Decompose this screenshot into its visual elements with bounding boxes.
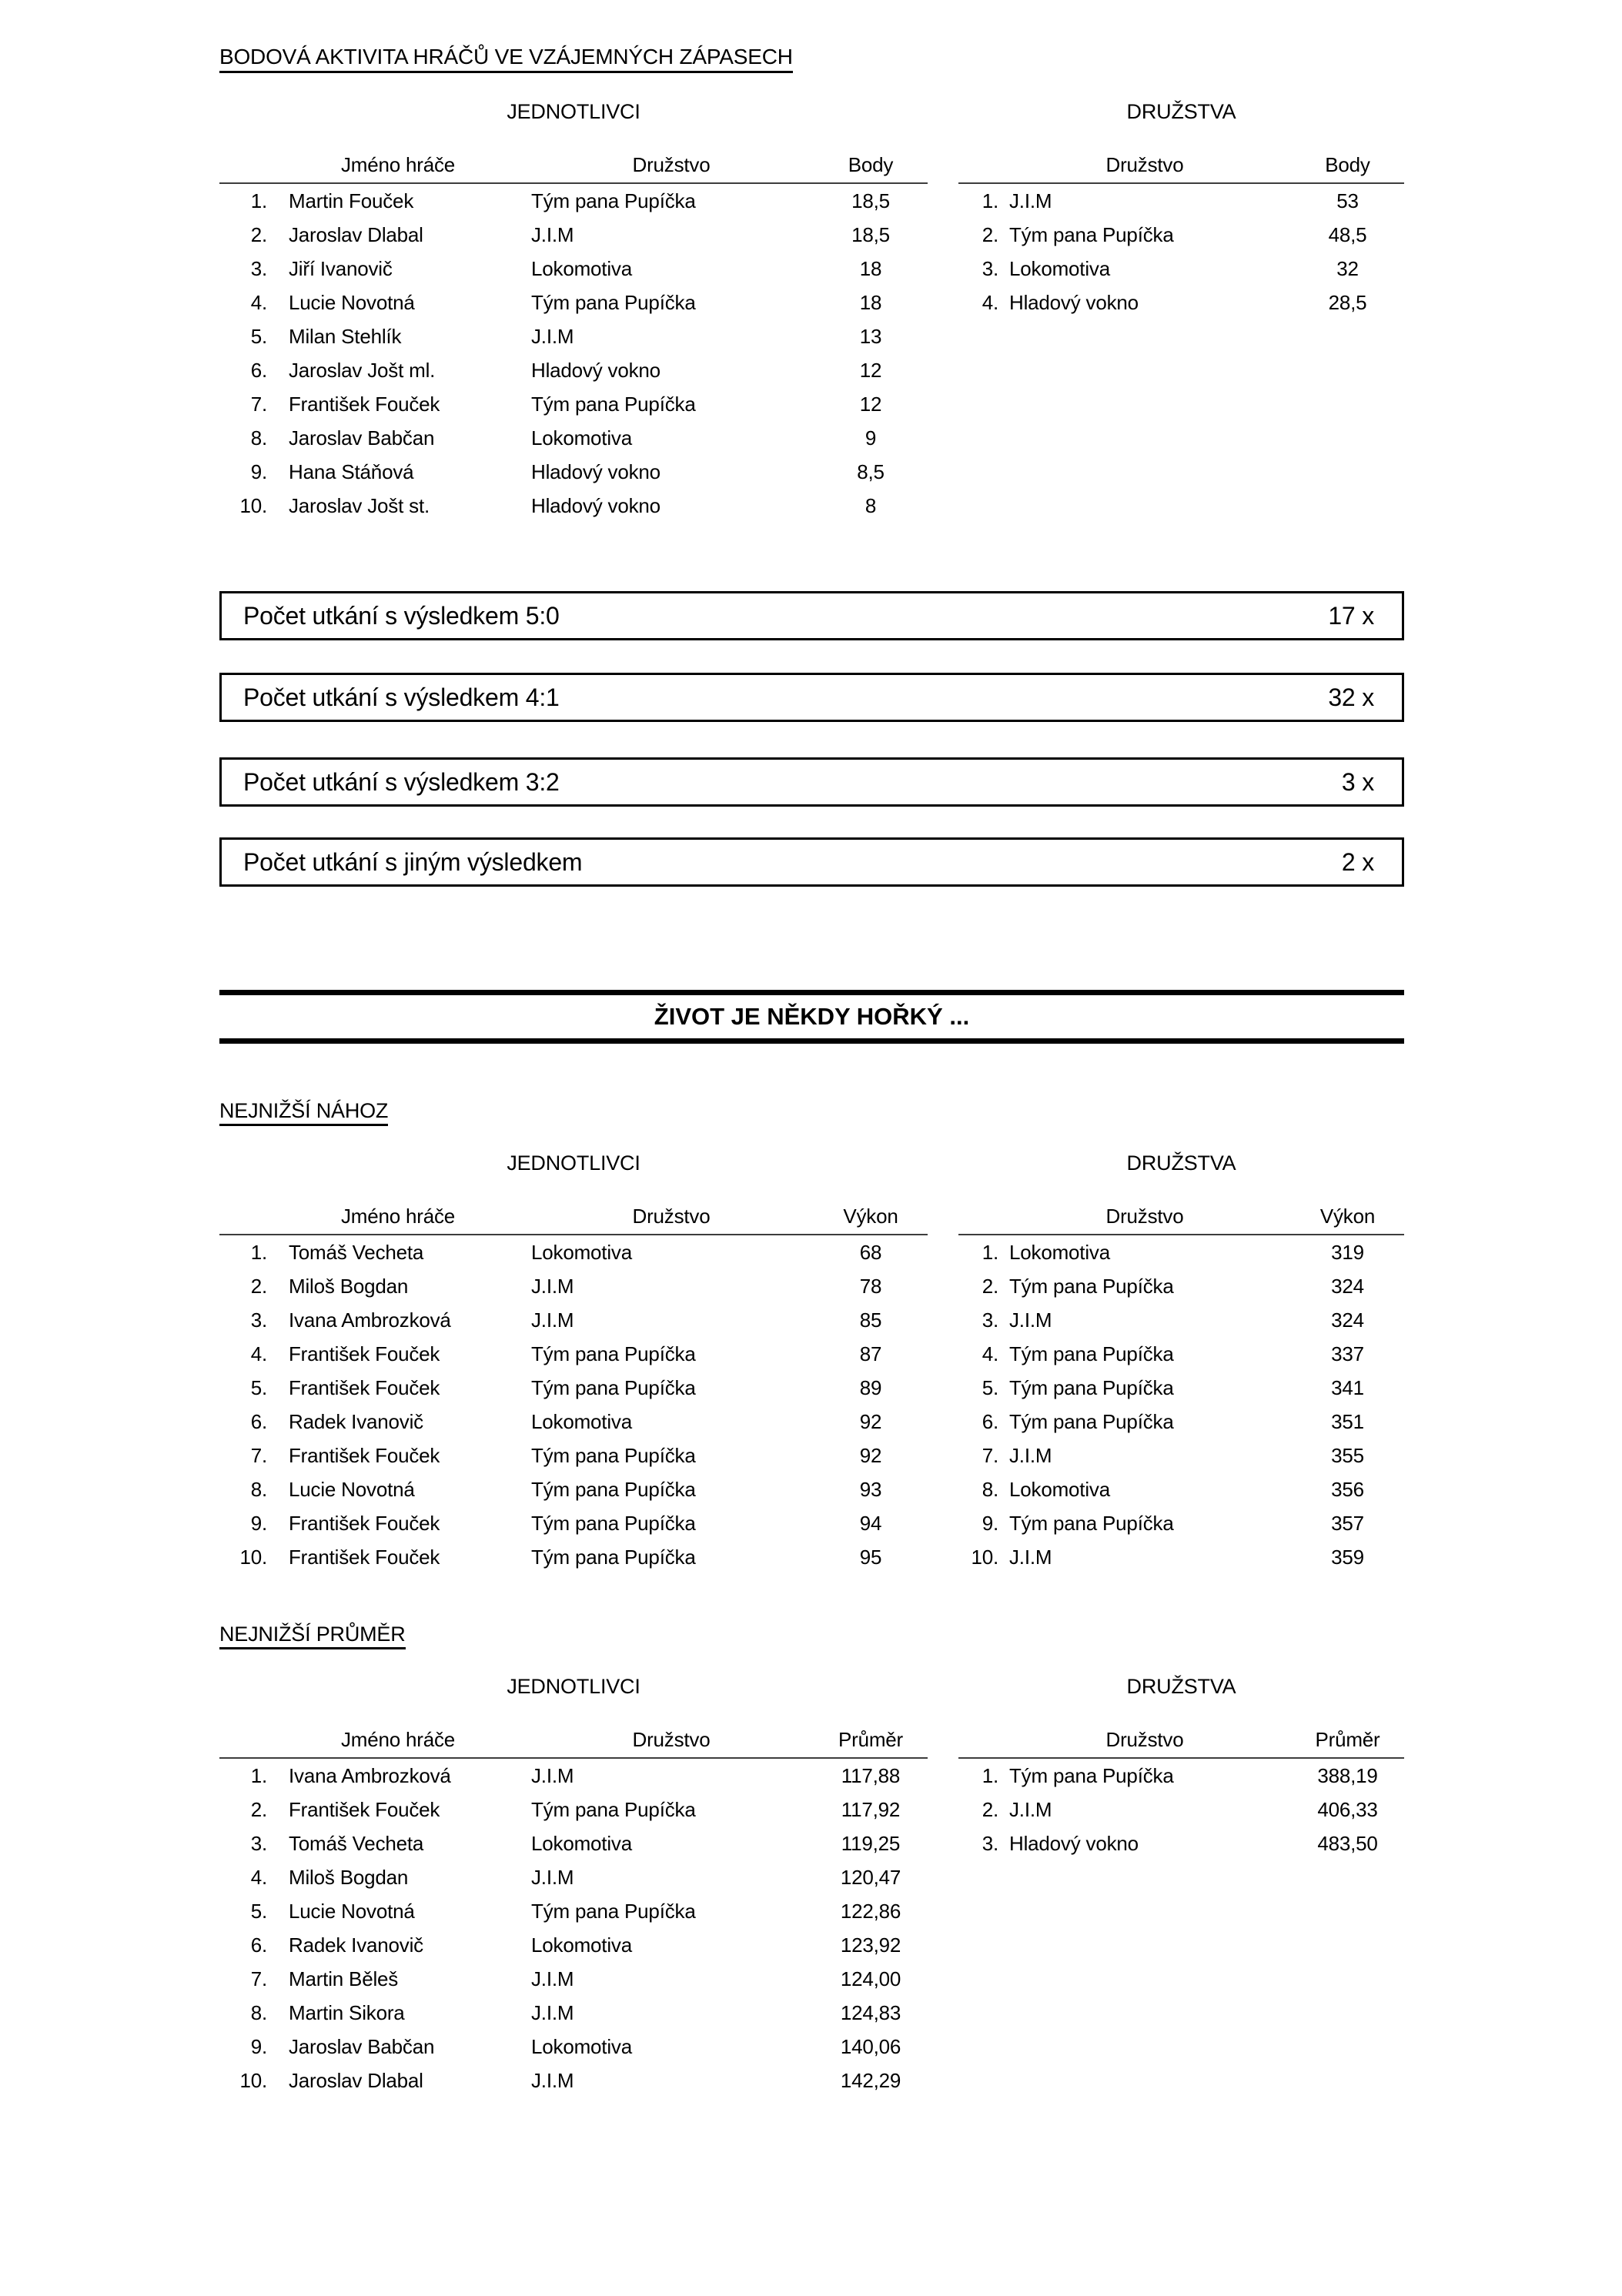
- team-name: J.I.M: [1009, 1443, 1052, 1467]
- row-rank: 4.: [250, 1342, 267, 1365]
- row-rank: 9.: [250, 2034, 267, 2058]
- table-row: [219, 1439, 928, 1472]
- row-value: 119,25: [841, 1831, 901, 1855]
- team-name: Tým pana Pupíčka: [531, 1797, 696, 1821]
- table-row: [958, 1793, 1404, 1826]
- table-row: [958, 1269, 1404, 1303]
- player-name: Jaroslav Babčan: [289, 426, 435, 450]
- player-name: Jaroslav Dlabal: [289, 2068, 423, 2092]
- row-rank: 6.: [982, 1409, 998, 1433]
- table-row: [219, 1269, 928, 1303]
- row-rank: 3.: [250, 1831, 267, 1855]
- row-value: 356: [1331, 1477, 1364, 1501]
- average-teams-table: [958, 1675, 1404, 1860]
- row-rank: 3.: [982, 1831, 998, 1855]
- team-name: J.I.M: [531, 1865, 574, 1889]
- team-name: Lokomotiva: [1009, 1240, 1110, 1264]
- table-row: [219, 183, 928, 218]
- summary-value: 3 x: [1341, 767, 1374, 796]
- row-value: 68: [859, 1240, 882, 1264]
- row-rank: 10.: [971, 1545, 998, 1569]
- col-rank-spacer: [219, 1198, 267, 1235]
- throw-teams-table: [958, 1151, 1404, 1574]
- col-team: Družstvo: [529, 146, 814, 183]
- team-name: Hladový vokno: [531, 493, 661, 517]
- team-name: Tým pana Pupíčka: [531, 1443, 696, 1467]
- row-rank: 3.: [250, 1308, 267, 1332]
- col-rank-spacer: [958, 1198, 998, 1235]
- row-value: 351: [1331, 1409, 1364, 1433]
- individuals-heading: JEDNOTLIVCI: [507, 100, 640, 123]
- team-name: Lokomotiva: [1009, 1477, 1110, 1501]
- player-name: Radek Ivanovič: [289, 1409, 423, 1433]
- player-name: Tomáš Vecheta: [289, 1831, 424, 1855]
- row-value: 324: [1331, 1308, 1364, 1332]
- team-name: Tým pana Pupíčka: [1009, 1763, 1174, 1787]
- table-row: [219, 1793, 928, 1826]
- table-row: [219, 1826, 928, 1860]
- row-value: 18,5: [851, 222, 890, 246]
- table-row: [219, 421, 928, 455]
- table-row: [958, 1303, 1404, 1337]
- col-team: Družstvo: [529, 1198, 814, 1235]
- team-name: Tým pana Pupíčka: [1009, 1375, 1174, 1399]
- row-value: 117,88: [841, 1763, 901, 1787]
- team-name: J.I.M: [1009, 1797, 1052, 1821]
- team-name: J.I.M: [531, 2068, 574, 2092]
- summary-row: [219, 837, 1404, 887]
- table-row: [219, 1303, 928, 1337]
- row-value: 355: [1331, 1443, 1364, 1467]
- table-row: [958, 1235, 1404, 1269]
- team-name: Hladový vokno: [531, 460, 661, 483]
- row-value: 13: [859, 324, 882, 348]
- table-header-row: [219, 146, 928, 183]
- table-header-row: [958, 1198, 1404, 1235]
- table-row: [958, 1506, 1404, 1540]
- player-name: František Fouček: [289, 1443, 440, 1467]
- player-name: Hana Stáňová: [289, 460, 414, 483]
- team-name: Tým pana Pupíčka: [1009, 1342, 1174, 1365]
- player-name: Lucie Novotná: [289, 1899, 415, 1923]
- row-value: 388,19: [1317, 1763, 1378, 1787]
- section-banner: [219, 990, 1404, 1044]
- table-header-row: [958, 146, 1404, 183]
- team-name: J.I.M: [531, 1274, 574, 1298]
- row-rank: 7.: [250, 392, 267, 416]
- row-rank: 9.: [250, 460, 267, 483]
- summary-label: Počet utkání s výsledkem 4:1: [243, 683, 560, 711]
- row-value: 85: [859, 1308, 882, 1332]
- row-value: 18,5: [851, 189, 890, 212]
- row-rank: 8.: [982, 1477, 998, 1501]
- individuals-heading: JEDNOTLIVCI: [507, 1675, 640, 1698]
- row-rank: 4.: [250, 1865, 267, 1889]
- table-row: [958, 1371, 1404, 1405]
- row-value: 92: [859, 1443, 882, 1467]
- table-row: [219, 1472, 928, 1506]
- page-title-text: BODOVÁ AKTIVITA HRÁČŮ VE VZÁJEMNÝCH ZÁPASECH: [219, 45, 793, 73]
- col-player: Jméno hráče: [267, 1721, 529, 1758]
- row-rank: 6.: [250, 358, 267, 382]
- row-value: 142,29: [840, 2068, 901, 2092]
- row-rank: 9.: [250, 1511, 267, 1535]
- team-name: Tým pana Pupíčka: [531, 1899, 696, 1923]
- player-name: Radek Ivanovič: [289, 1933, 423, 1957]
- row-rank: 2.: [250, 1797, 267, 1821]
- row-rank: 10.: [239, 493, 267, 517]
- table-row: [219, 387, 928, 421]
- team-name: Tým pana Pupíčka: [531, 1545, 696, 1569]
- row-rank: 8.: [250, 426, 267, 450]
- col-value: Výkon: [814, 1198, 928, 1235]
- banner-text: ŽIVOT JE NĚKDY HOŘKÝ ...: [654, 1003, 970, 1030]
- team-name: J.I.M: [531, 1763, 574, 1787]
- row-rank: 1.: [250, 1763, 267, 1787]
- table-row: [219, 1860, 928, 1894]
- row-value: 87: [859, 1342, 882, 1365]
- team-name: Hladový vokno: [1009, 1831, 1139, 1855]
- row-rank: 4.: [982, 290, 998, 314]
- table-header-row: [219, 1721, 928, 1758]
- row-value: 18: [859, 290, 882, 314]
- player-name: Martin Fouček: [289, 189, 414, 212]
- table-header-row: [219, 1198, 928, 1235]
- col-value: Výkon: [1291, 1198, 1404, 1235]
- lowest-average-section: [219, 1675, 1404, 2121]
- row-value: 28,5: [1328, 290, 1367, 314]
- col-rank-spacer: [219, 1721, 267, 1758]
- average-individuals-table: [219, 1675, 928, 2097]
- row-value: 124,83: [840, 2000, 901, 2024]
- row-value: 357: [1331, 1511, 1364, 1535]
- table-row: [219, 1405, 928, 1439]
- summary-label: Počet utkání s výsledkem 5:0: [243, 601, 560, 630]
- player-name: František Fouček: [289, 1375, 440, 1399]
- row-rank: 4.: [250, 290, 267, 314]
- team-name: Tým pana Pupíčka: [1009, 1274, 1174, 1298]
- player-name: Jaroslav Jošt ml.: [289, 358, 436, 382]
- summary-label: Počet utkání s výsledkem 3:2: [243, 767, 560, 796]
- table-row: [219, 1235, 928, 1269]
- table-row: [958, 286, 1404, 319]
- row-rank: 5.: [250, 1375, 267, 1399]
- table-row: [958, 1405, 1404, 1439]
- team-name: J.I.M: [531, 222, 574, 246]
- page-title: [219, 45, 793, 69]
- row-value: 406,33: [1317, 1797, 1378, 1821]
- row-value: 9: [865, 426, 877, 450]
- player-name: Lucie Novotná: [289, 1477, 415, 1501]
- col-team: Družstvo: [998, 146, 1291, 183]
- col-value: Body: [1291, 146, 1404, 183]
- team-name: Tým pana Pupíčka: [531, 290, 696, 314]
- table-row: [219, 2064, 928, 2097]
- table-row: [219, 1962, 928, 1996]
- team-name: Tým pana Pupíčka: [1009, 1409, 1174, 1433]
- col-value: Body: [814, 146, 928, 183]
- table-row: [219, 489, 928, 523]
- row-rank: 1.: [250, 1240, 267, 1264]
- team-name: Lokomotiva: [531, 426, 632, 450]
- table-header-row: [958, 1721, 1404, 1758]
- table-row: [219, 1506, 928, 1540]
- table-row: [219, 1371, 928, 1405]
- row-rank: 8.: [250, 1477, 267, 1501]
- team-name: Tým pana Pupíčka: [1009, 222, 1174, 246]
- row-value: 32: [1336, 256, 1359, 280]
- team-name: Lokomotiva: [531, 1933, 632, 1957]
- col-value: Průměr: [1291, 1721, 1404, 1758]
- row-value: 12: [859, 392, 882, 416]
- team-name: Hladový vokno: [1009, 290, 1139, 314]
- row-rank: 8.: [250, 2000, 267, 2024]
- row-rank: 7.: [982, 1443, 998, 1467]
- row-rank: 2.: [250, 1274, 267, 1298]
- col-player: Jméno hráče: [267, 146, 529, 183]
- row-rank: 6.: [250, 1409, 267, 1433]
- row-rank: 5.: [982, 1375, 998, 1399]
- row-rank: 2.: [250, 222, 267, 246]
- row-value: 341: [1331, 1375, 1364, 1399]
- row-value: 359: [1331, 1545, 1364, 1569]
- row-rank: 3.: [250, 256, 267, 280]
- table-row: [219, 353, 928, 387]
- table-row: [219, 1894, 928, 1928]
- team-name: Lokomotiva: [531, 256, 632, 280]
- team-name: Lokomotiva: [531, 1409, 632, 1433]
- teams-heading: DRUŽSTVA: [1126, 1675, 1236, 1698]
- row-value: 89: [859, 1375, 882, 1399]
- row-value: 319: [1331, 1240, 1364, 1264]
- team-name: J.I.M: [1009, 1308, 1052, 1332]
- team-name: Tým pana Pupíčka: [531, 1511, 696, 1535]
- table-row: [958, 183, 1404, 218]
- player-name: František Fouček: [289, 1545, 440, 1569]
- team-name: Lokomotiva: [531, 1240, 632, 1264]
- row-rank: 1.: [250, 189, 267, 212]
- team-name: Tým pana Pupíčka: [531, 189, 696, 212]
- row-rank: 5.: [250, 324, 267, 348]
- summary-row: [219, 591, 1404, 640]
- row-value: 12: [859, 358, 882, 382]
- team-name: J.I.M: [1009, 1545, 1052, 1569]
- table-row: [219, 1540, 928, 1574]
- row-rank: 9.: [982, 1511, 998, 1535]
- throw-individuals-table: [219, 1151, 928, 1574]
- col-rank-spacer: [958, 146, 998, 183]
- player-name: František Fouček: [289, 1511, 440, 1535]
- row-rank: 1.: [982, 189, 998, 212]
- table-row: [219, 1996, 928, 2030]
- lowest-throw-section: [219, 1151, 1404, 1598]
- row-value: 94: [859, 1511, 882, 1535]
- col-player: Jméno hráče: [267, 1198, 529, 1235]
- row-value: 483,50: [1317, 1831, 1378, 1855]
- table-row: [958, 1472, 1404, 1506]
- row-value: 93: [859, 1477, 882, 1501]
- table-row: [219, 455, 928, 489]
- row-value: 53: [1336, 189, 1359, 212]
- row-value: 78: [859, 1274, 882, 1298]
- summary-value: 2 x: [1341, 847, 1374, 876]
- table-row: [219, 1758, 928, 1793]
- team-name: J.I.M: [531, 1308, 574, 1332]
- row-value: 18: [859, 256, 882, 280]
- table-row: [958, 252, 1404, 286]
- row-value: 8: [865, 493, 877, 517]
- row-value: 92: [859, 1409, 882, 1433]
- team-name: Tým pana Pupíčka: [531, 392, 696, 416]
- player-name: Miloš Bogdan: [289, 1274, 409, 1298]
- row-value: 140,06: [840, 2034, 901, 2058]
- row-rank: 5.: [250, 1899, 267, 1923]
- player-name: Jaroslav Dlabal: [289, 222, 423, 246]
- row-value: 324: [1331, 1274, 1364, 1298]
- row-rank: 6.: [250, 1933, 267, 1957]
- table-row: [219, 286, 928, 319]
- col-value: Průměr: [814, 1721, 928, 1758]
- table-row: [219, 1337, 928, 1371]
- row-value: 120,47: [840, 1865, 901, 1889]
- table-row: [958, 1439, 1404, 1472]
- points-section: [219, 100, 1404, 546]
- row-value: 8,5: [857, 460, 885, 483]
- team-name: J.I.M: [531, 324, 574, 348]
- row-rank: 3.: [982, 1308, 998, 1332]
- summary-value: 17 x: [1328, 601, 1374, 630]
- col-rank-spacer: [958, 1721, 998, 1758]
- table-row: [958, 1758, 1404, 1793]
- row-rank: 7.: [250, 1967, 267, 1990]
- player-name: Lucie Novotná: [289, 290, 415, 314]
- row-rank: 10.: [239, 2068, 267, 2092]
- summary-row: [219, 757, 1404, 807]
- player-name: František Fouček: [289, 1342, 440, 1365]
- row-value: 122,86: [840, 1899, 901, 1923]
- table-row: [958, 218, 1404, 252]
- col-team: Družstvo: [529, 1721, 814, 1758]
- table-row: [958, 1337, 1404, 1371]
- points-individuals-table: [219, 100, 928, 523]
- player-name: Martin Běleš: [289, 1967, 399, 1990]
- player-name: Ivana Ambrozková: [289, 1763, 451, 1787]
- team-name: Lokomotiva: [1009, 256, 1110, 280]
- row-value: 337: [1331, 1342, 1364, 1365]
- player-name: Jaroslav Jošt st.: [289, 493, 430, 517]
- table-row: [958, 1826, 1404, 1860]
- row-rank: 3.: [982, 256, 998, 280]
- row-rank: 2.: [982, 1797, 998, 1821]
- col-team: Družstvo: [998, 1198, 1291, 1235]
- col-team: Družstvo: [998, 1721, 1291, 1758]
- individuals-heading: JEDNOTLIVCI: [507, 1151, 640, 1175]
- table-row: [219, 218, 928, 252]
- player-name: Ivana Ambrozková: [289, 1308, 451, 1332]
- table-row: [219, 319, 928, 353]
- team-name: J.I.M: [531, 1967, 574, 1990]
- lowest-average-heading: NEJNIŽŠÍ PRŮMĚR: [219, 1623, 406, 1646]
- team-name: Lokomotiva: [531, 2034, 632, 2058]
- player-name: Tomáš Vecheta: [289, 1240, 424, 1264]
- points-teams-table: [958, 100, 1404, 319]
- row-value: 124,00: [840, 1967, 901, 1990]
- table-row: [219, 1928, 928, 1962]
- row-value: 123,92: [840, 1933, 901, 1957]
- player-name: František Fouček: [289, 392, 440, 416]
- table-row: [958, 1540, 1404, 1574]
- row-value: 95: [859, 1545, 882, 1569]
- row-rank: 4.: [982, 1342, 998, 1365]
- row-rank: 7.: [250, 1443, 267, 1467]
- player-name: Martin Sikora: [289, 2000, 405, 2024]
- row-rank: 2.: [982, 222, 998, 246]
- team-name: Tým pana Pupíčka: [531, 1375, 696, 1399]
- table-row: [219, 252, 928, 286]
- player-name: Miloš Bogdan: [289, 1865, 409, 1889]
- lowest-throw-heading: NEJNIŽŠÍ NÁHOZ: [219, 1099, 388, 1122]
- teams-heading: DRUŽSTVA: [1126, 100, 1236, 123]
- player-name: Jiří Ivanovič: [289, 256, 393, 280]
- team-name: Tým pana Pupíčka: [531, 1477, 696, 1501]
- team-name: Hladový vokno: [531, 358, 661, 382]
- team-name: J.I.M: [531, 2000, 574, 2024]
- col-rank-spacer: [219, 146, 267, 183]
- player-name: Jaroslav Babčan: [289, 2034, 435, 2058]
- player-name: František Fouček: [289, 1797, 440, 1821]
- team-name: Tým pana Pupíčka: [1009, 1511, 1174, 1535]
- row-rank: 2.: [982, 1274, 998, 1298]
- row-value: 48,5: [1328, 222, 1367, 246]
- row-rank: 1.: [982, 1763, 998, 1787]
- teams-heading: DRUŽSTVA: [1126, 1151, 1236, 1175]
- player-name: Milan Stehlík: [289, 324, 402, 348]
- team-name: Tým pana Pupíčka: [531, 1342, 696, 1365]
- row-rank: 1.: [982, 1240, 998, 1264]
- row-rank: 10.: [239, 1545, 267, 1569]
- team-name: J.I.M: [1009, 189, 1052, 212]
- summary-row: [219, 673, 1404, 722]
- team-name: Lokomotiva: [531, 1831, 632, 1855]
- row-value: 117,92: [841, 1797, 901, 1821]
- summary-label: Počet utkání s jiným výsledkem: [243, 847, 583, 876]
- table-row: [219, 2030, 928, 2064]
- summary-value: 32 x: [1328, 683, 1374, 711]
